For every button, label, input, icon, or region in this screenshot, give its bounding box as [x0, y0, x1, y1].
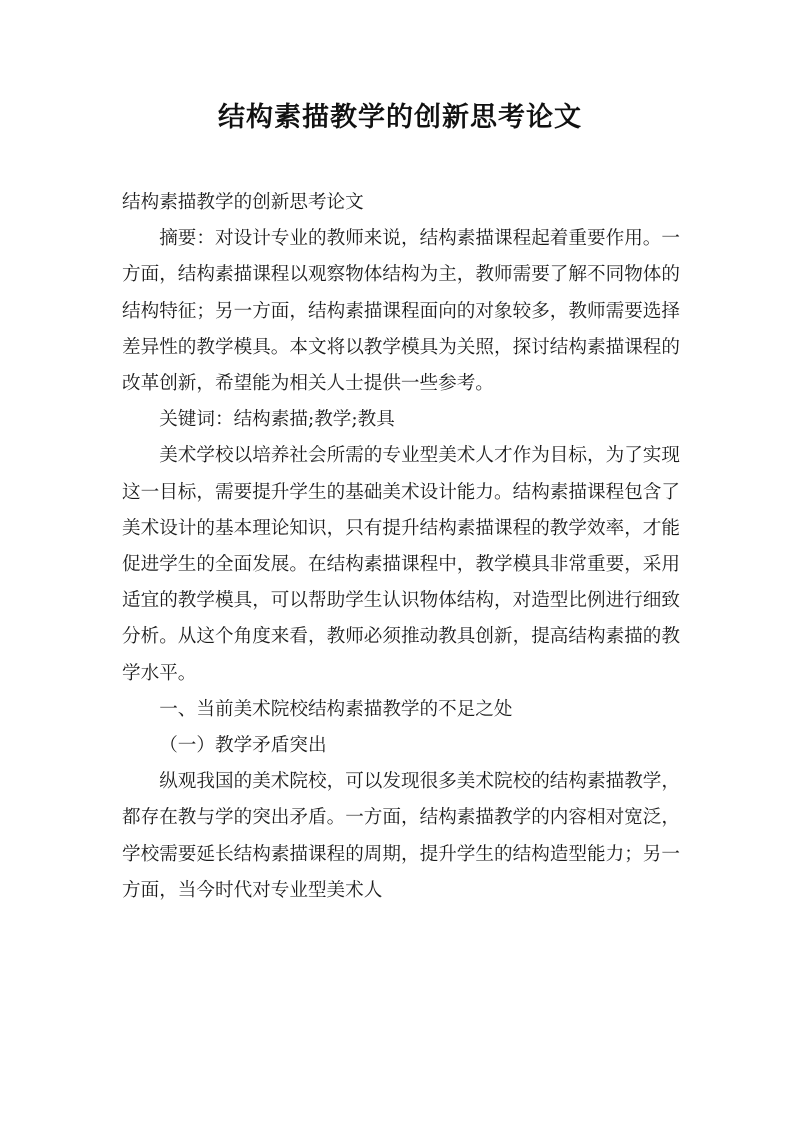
subsection-heading: （一）教学矛盾突出: [159, 735, 327, 757]
document-subtitle: 结构素描教学的创新思考论文: [122, 192, 364, 213]
keywords-line: 关键词：结构素描;教学;教具: [159, 409, 395, 431]
body-paragraph: 纵观我国的美术院校，可以发现很多美术院校的结构素描教学，都存在教与学的突出矛盾。一方面，结构素描教学的内容相对宽泛，学校需要延长结构素描课程的周期，提升学生的结构造型能力；另一方面，当今时代对专业型美术人: [122, 771, 680, 901]
section-heading: 一、当前美术院校结构素描教学的不足之处: [159, 698, 513, 720]
document-title: 结构素描教学的创新思考论文: [218, 102, 582, 133]
document-body: [122, 185, 680, 909]
intro-paragraph: 美术学校以培养社会所需的专业型美术人才作为目标，为了实现这一目标，需要提升学生的基础美术设计能力。结构素描课程包含了美术设计的基本理论知识，只有提升结构素描课程的教学效率，才能促进学生的全面发展。在结构素描课程中，教学模具非常重要，采用适宜的教学模具，可以帮助学生认识物体结构，对造型比例进行细致分析。从这个角度来看，教师必须推动教具创新，提高结构素描的教学水平。: [122, 445, 680, 684]
abstract-paragraph: 摘要：对设计专业的教师来说，结构素描课程起着重要作用。一方面，结构素描课程以观察物体结构为主，教师需要了解不同物体的结构特征；另一方面，结构素描课程面向的对象较多，教师需要选择差异性的教学模具。本文将以教学模具为关照，探讨结构素描课程的改革创新，希望能为相关人士提供一些参考。: [122, 228, 680, 395]
